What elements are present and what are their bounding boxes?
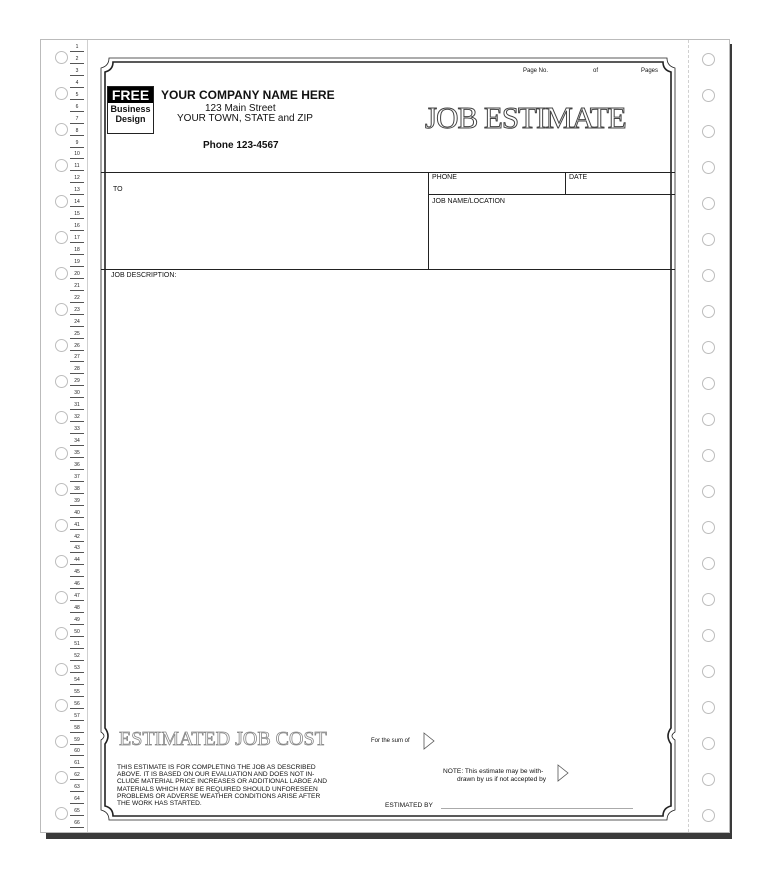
pinfeed-hole bbox=[55, 123, 68, 136]
line-tick bbox=[70, 314, 84, 315]
line-tick bbox=[70, 409, 84, 410]
line-number: 15 bbox=[74, 211, 80, 218]
line-tick bbox=[70, 517, 84, 518]
job-name-label: JOB NAME/LOCATION bbox=[432, 198, 505, 205]
line-number: 12 bbox=[74, 175, 80, 182]
line-tick bbox=[70, 708, 84, 709]
left-pinfeed-strip bbox=[41, 40, 88, 832]
logo-bottom-text-1: Business bbox=[110, 104, 151, 114]
line-number: 5 bbox=[75, 91, 79, 98]
line-number: 35 bbox=[74, 449, 80, 456]
line-tick bbox=[70, 290, 84, 291]
line-tick bbox=[70, 433, 84, 434]
pinfeed-hole bbox=[702, 377, 715, 390]
phone-label: PHONE bbox=[432, 174, 457, 181]
estimated-by-signature-line[interactable] bbox=[441, 808, 633, 809]
estimate-form-sheet bbox=[40, 39, 730, 833]
line-tick bbox=[70, 469, 84, 470]
line-tick bbox=[70, 445, 84, 446]
line-number: 59 bbox=[74, 736, 80, 743]
form-frame bbox=[99, 56, 677, 822]
line-number: 26 bbox=[74, 342, 80, 349]
pinfeed-hole bbox=[55, 267, 68, 280]
pinfeed-hole bbox=[702, 521, 715, 534]
disclaimer-line: THE WORK HAS STARTED. bbox=[117, 800, 202, 808]
line-number: 9 bbox=[75, 139, 79, 146]
line-number: 4 bbox=[75, 79, 79, 86]
pinfeed-hole bbox=[702, 737, 715, 750]
logo-bottom-text-2: Design bbox=[115, 114, 146, 124]
line-tick bbox=[70, 564, 84, 565]
phone-row-divider bbox=[428, 194, 675, 195]
pinfeed-hole bbox=[702, 557, 715, 570]
line-number: 18 bbox=[74, 246, 80, 253]
line-tick bbox=[70, 744, 84, 745]
header-divider bbox=[101, 172, 675, 173]
pinfeed-hole bbox=[55, 447, 68, 460]
pinfeed-hole bbox=[55, 627, 68, 640]
form-border bbox=[99, 56, 677, 822]
pinfeed-hole bbox=[702, 161, 715, 174]
line-tick bbox=[70, 648, 84, 649]
line-tick bbox=[70, 803, 84, 804]
line-tick bbox=[70, 815, 84, 816]
line-tick bbox=[70, 576, 84, 577]
line-number: 50 bbox=[74, 629, 80, 636]
line-number: 21 bbox=[74, 282, 80, 289]
disclaimer-line: THIS ESTIMATE IS FOR COMPLETING THE JOB AS DESCRIBED bbox=[117, 764, 316, 771]
pinfeed-hole bbox=[702, 341, 715, 354]
line-number: 43 bbox=[74, 545, 80, 552]
pinfeed-hole bbox=[55, 771, 68, 784]
line-number: 60 bbox=[74, 748, 80, 755]
company-logo bbox=[107, 86, 154, 134]
line-tick bbox=[70, 338, 84, 339]
line-tick bbox=[70, 493, 84, 494]
line-number: 45 bbox=[74, 569, 80, 576]
note-line-2: drawn by us if not accepted by bbox=[457, 776, 547, 783]
pinfeed-hole bbox=[55, 411, 68, 424]
line-number: 6 bbox=[75, 103, 79, 110]
line-tick bbox=[70, 588, 84, 589]
line-number: 34 bbox=[74, 438, 80, 445]
line-tick bbox=[70, 230, 84, 231]
pinfeed-hole bbox=[55, 159, 68, 172]
line-tick bbox=[70, 612, 84, 613]
to-column-divider bbox=[428, 172, 429, 269]
line-number: 37 bbox=[74, 473, 80, 480]
line-tick bbox=[70, 720, 84, 721]
line-tick bbox=[70, 636, 84, 637]
pinfeed-hole bbox=[702, 269, 715, 282]
line-tick bbox=[70, 87, 84, 88]
sum-label: For the sum of bbox=[371, 738, 410, 744]
pinfeed-hole bbox=[702, 809, 715, 822]
line-tick bbox=[70, 600, 84, 601]
line-number: 42 bbox=[74, 533, 80, 540]
line-tick bbox=[70, 684, 84, 685]
line-number: 49 bbox=[74, 617, 80, 624]
pinfeed-hole bbox=[702, 53, 715, 66]
line-number: 66 bbox=[74, 820, 80, 827]
logo-top-text: FREE bbox=[108, 87, 153, 103]
info-block-bottom bbox=[101, 269, 675, 270]
sum-arrow-icon bbox=[423, 732, 435, 750]
pinfeed-hole bbox=[702, 593, 715, 606]
line-tick bbox=[70, 552, 84, 553]
line-tick bbox=[70, 99, 84, 100]
disclaimer-line: ABOVE. IT IS BASED ON OUR EVALUATION AND DOES NOT IN- bbox=[117, 771, 315, 779]
job-description-label: JOB DESCRIPTION: bbox=[111, 272, 177, 279]
line-tick bbox=[70, 302, 84, 303]
line-number: 31 bbox=[74, 402, 80, 409]
line-tick bbox=[70, 457, 84, 458]
line-number: 44 bbox=[74, 557, 80, 564]
line-tick bbox=[70, 767, 84, 768]
line-number: 62 bbox=[74, 772, 80, 779]
line-number: 41 bbox=[74, 521, 80, 528]
right-pinfeed-strip bbox=[688, 40, 729, 832]
line-tick bbox=[70, 123, 84, 124]
disclaimer-text bbox=[117, 764, 327, 807]
line-number: 55 bbox=[74, 688, 80, 695]
line-number: 40 bbox=[74, 509, 80, 516]
line-number: 36 bbox=[74, 461, 80, 468]
line-number: 61 bbox=[74, 760, 80, 767]
page-no-label: Page No. bbox=[523, 68, 549, 74]
line-tick bbox=[70, 350, 84, 351]
line-number: 47 bbox=[74, 593, 80, 600]
company-name: YOUR COMPANY NAME HERE bbox=[161, 88, 335, 102]
company-city: YOUR TOWN, STATE and ZIP bbox=[177, 113, 313, 124]
line-number: 39 bbox=[74, 497, 80, 504]
pinfeed-hole bbox=[55, 663, 68, 676]
pinfeed-hole bbox=[702, 305, 715, 318]
note-line-1: NOTE: This estimate may be with- bbox=[443, 768, 544, 775]
line-tick bbox=[70, 827, 84, 828]
line-number: 1 bbox=[75, 44, 79, 50]
line-tick bbox=[70, 194, 84, 195]
line-tick bbox=[70, 182, 84, 183]
line-tick bbox=[70, 254, 84, 255]
pinfeed-hole bbox=[55, 483, 68, 496]
line-number: 52 bbox=[74, 652, 80, 659]
estimated-by-label: ESTIMATED BY bbox=[385, 802, 433, 809]
line-tick bbox=[70, 481, 84, 482]
line-number: 64 bbox=[74, 796, 80, 803]
line-number: 48 bbox=[74, 605, 80, 612]
pinfeed-hole bbox=[702, 449, 715, 462]
line-tick bbox=[70, 266, 84, 267]
line-tick bbox=[70, 505, 84, 506]
line-tick bbox=[70, 385, 84, 386]
to-label: TO bbox=[113, 186, 123, 193]
pinfeed-hole bbox=[702, 773, 715, 786]
line-tick bbox=[70, 397, 84, 398]
line-number: 29 bbox=[74, 378, 80, 385]
line-number: 28 bbox=[74, 366, 80, 373]
pinfeed-hole bbox=[702, 485, 715, 498]
pinfeed-hole bbox=[55, 591, 68, 604]
line-tick bbox=[70, 529, 84, 530]
line-tick bbox=[70, 660, 84, 661]
disclaimer-line: MATERIALS WHICH MAY BE REQUIRED SHOULD UNFORESEEN bbox=[117, 785, 318, 793]
line-number: 53 bbox=[74, 664, 80, 671]
line-tick bbox=[70, 732, 84, 733]
pages-label: Pages bbox=[641, 68, 659, 74]
date-label: DATE bbox=[569, 174, 588, 181]
line-number: 3 bbox=[75, 67, 79, 74]
line-tick bbox=[70, 206, 84, 207]
line-tick bbox=[70, 218, 84, 219]
pinfeed-hole bbox=[55, 555, 68, 568]
pinfeed-hole bbox=[55, 231, 68, 244]
pinfeed-hole bbox=[55, 339, 68, 352]
line-tick bbox=[70, 696, 84, 697]
line-number: 22 bbox=[74, 294, 80, 301]
company-street: 123 Main Street bbox=[205, 103, 276, 114]
pinfeed-hole bbox=[702, 701, 715, 714]
line-tick bbox=[70, 51, 84, 52]
line-number: 58 bbox=[74, 724, 80, 731]
disclaimer-line: CLUDE MATERIAL PRICE INCREASES OR ADDITIONAL LABOE AND bbox=[117, 778, 328, 786]
line-number: 14 bbox=[74, 199, 80, 206]
line-number: 16 bbox=[74, 223, 80, 230]
pinfeed-hole bbox=[702, 629, 715, 642]
line-tick bbox=[70, 326, 84, 327]
phone-date-divider bbox=[565, 172, 566, 194]
job-estimate-title: JOB ESTIMATE bbox=[425, 100, 626, 135]
line-tick bbox=[70, 672, 84, 673]
line-number: 51 bbox=[74, 641, 80, 647]
line-tick bbox=[70, 361, 84, 362]
line-tick bbox=[70, 278, 84, 279]
line-number: 32 bbox=[74, 414, 80, 421]
company-phone: Phone 123-4567 bbox=[203, 140, 279, 151]
line-tick bbox=[70, 111, 84, 112]
line-tick bbox=[70, 75, 84, 76]
line-tick bbox=[70, 421, 84, 422]
line-tick bbox=[70, 755, 84, 756]
note-arrow-icon bbox=[557, 764, 569, 782]
line-tick bbox=[70, 147, 84, 148]
pinfeed-hole bbox=[55, 303, 68, 316]
line-number: 65 bbox=[74, 808, 80, 815]
line-tick bbox=[70, 624, 84, 625]
pinfeed-hole bbox=[702, 413, 715, 426]
pinfeed-hole bbox=[702, 665, 715, 678]
line-number: 54 bbox=[74, 676, 80, 683]
line-number: 63 bbox=[74, 784, 80, 791]
line-number: 10 bbox=[74, 151, 80, 158]
line-number: 2 bbox=[75, 55, 79, 62]
line-number: 20 bbox=[74, 270, 80, 277]
pinfeed-hole bbox=[702, 233, 715, 246]
line-number: 33 bbox=[74, 426, 80, 433]
line-tick bbox=[70, 373, 84, 374]
line-number: 38 bbox=[74, 485, 80, 492]
line-number: 27 bbox=[74, 354, 80, 361]
pinfeed-hole bbox=[55, 51, 68, 64]
line-tick bbox=[70, 170, 84, 171]
disclaimer-line: PROBLEMS OR ADVERSE WEATHER CONDITIONS ARISE AFTER bbox=[117, 792, 321, 800]
pinfeed-hole bbox=[702, 125, 715, 138]
line-number: 24 bbox=[74, 318, 80, 325]
pinfeed-hole bbox=[55, 375, 68, 388]
line-number: 25 bbox=[74, 330, 80, 337]
line-number: 46 bbox=[74, 581, 80, 588]
line-number: 19 bbox=[74, 258, 80, 265]
line-tick bbox=[70, 63, 84, 64]
line-number: 17 bbox=[74, 235, 80, 242]
pinfeed-hole bbox=[55, 87, 68, 100]
pinfeed-hole bbox=[55, 195, 68, 208]
estimated-job-cost-title: ESTIMATED JOB COST bbox=[119, 728, 327, 750]
line-number: 57 bbox=[74, 712, 80, 719]
line-tick bbox=[70, 791, 84, 792]
line-tick bbox=[70, 242, 84, 243]
pinfeed-hole bbox=[55, 807, 68, 820]
line-number: 30 bbox=[74, 390, 80, 397]
line-number: 23 bbox=[74, 306, 80, 313]
line-number: 56 bbox=[74, 700, 80, 707]
line-number: 7 bbox=[75, 115, 79, 122]
pinfeed-hole bbox=[702, 89, 715, 102]
line-number: 8 bbox=[75, 127, 79, 134]
page-of-label: of bbox=[593, 68, 599, 74]
line-tick bbox=[70, 779, 84, 780]
pinfeed-hole bbox=[702, 197, 715, 210]
line-tick bbox=[70, 541, 84, 542]
pinfeed-hole bbox=[55, 519, 68, 532]
pinfeed-hole bbox=[55, 735, 68, 748]
line-number: 13 bbox=[74, 187, 80, 194]
pinfeed-hole bbox=[55, 699, 68, 712]
line-tick bbox=[70, 158, 84, 159]
line-tick bbox=[70, 135, 84, 136]
line-number: 11 bbox=[74, 163, 80, 170]
